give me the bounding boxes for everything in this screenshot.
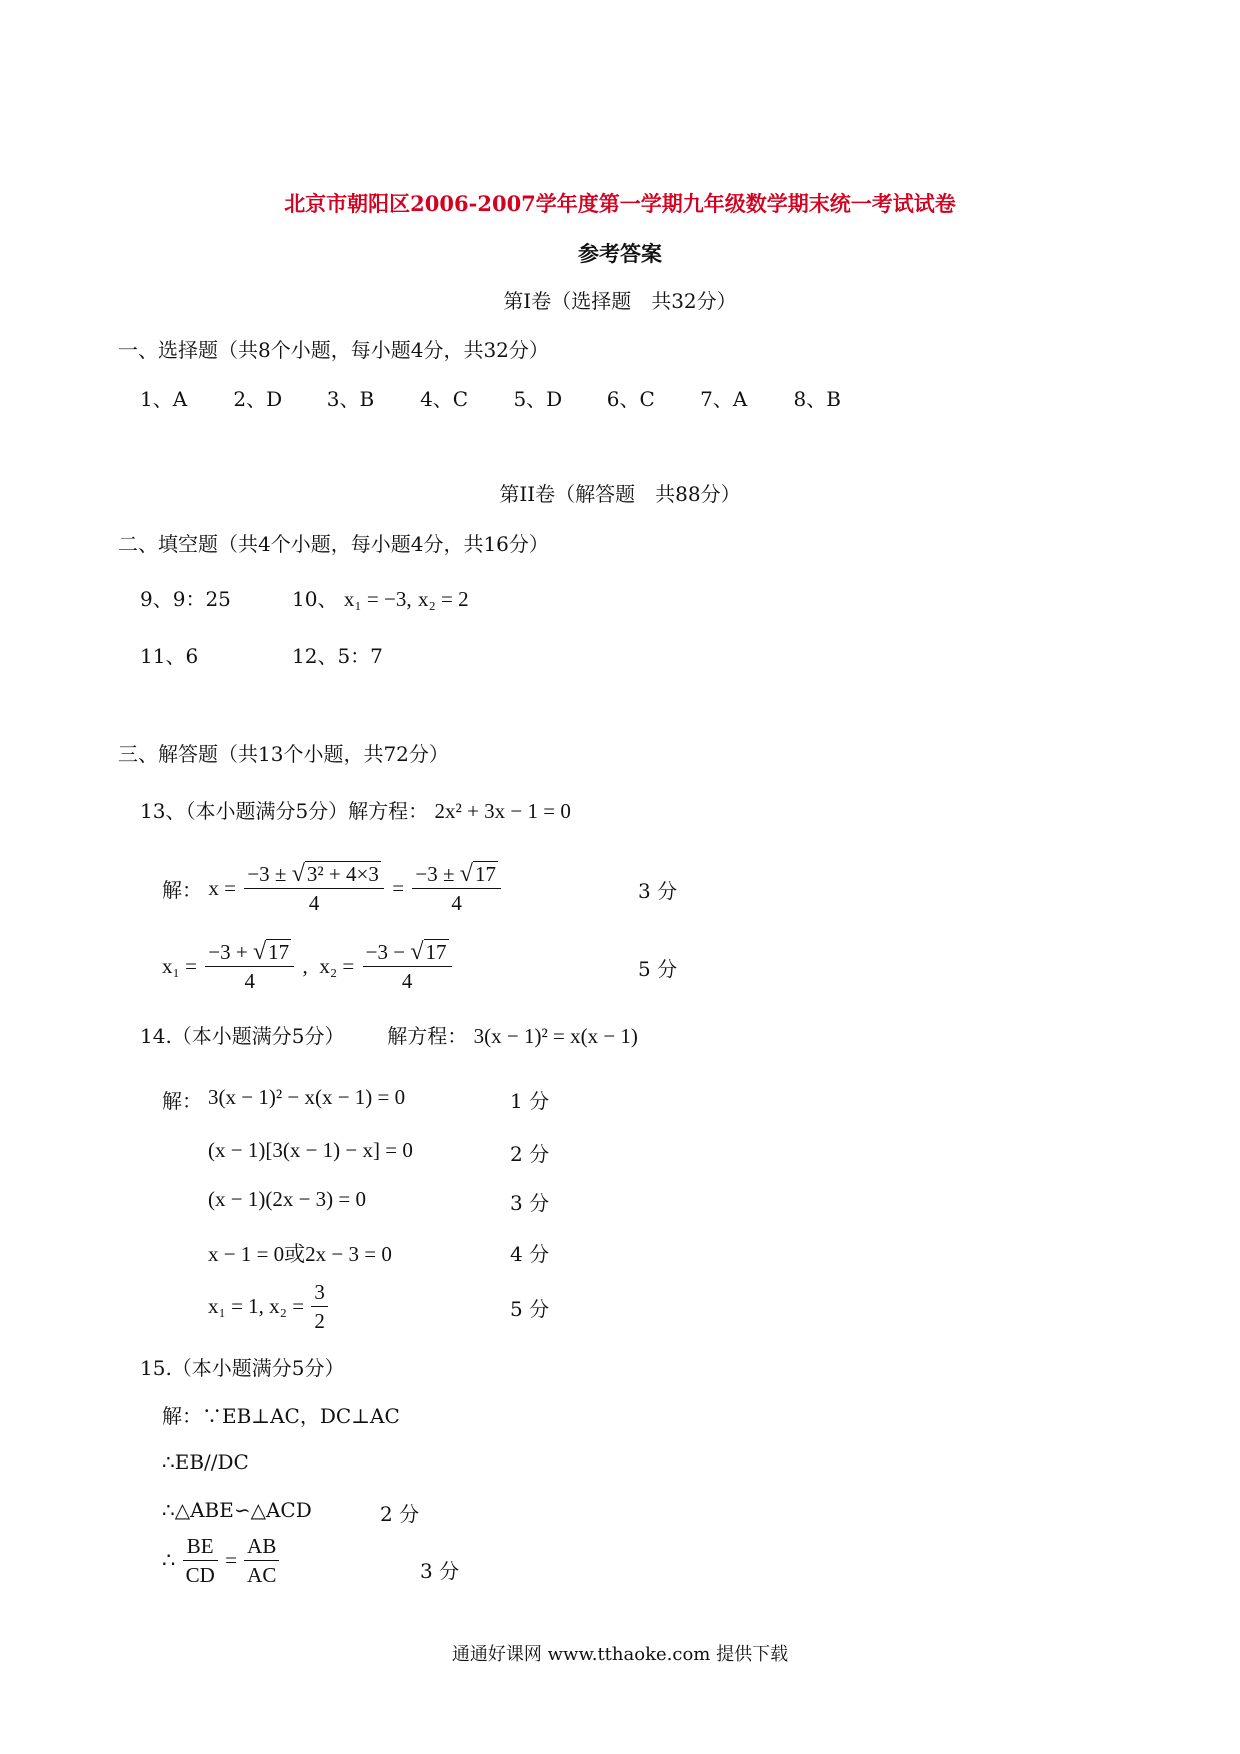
answer-2: 2、D bbox=[233, 387, 283, 411]
q14-prompt bbox=[140, 1020, 638, 1049]
document-subtitle: 参考答案 bbox=[578, 241, 662, 266]
q15-frac2-num: AB bbox=[244, 1532, 279, 1561]
q13-solve-label: 解： bbox=[162, 878, 202, 902]
q13-num2: −3 ± bbox=[415, 862, 455, 886]
q13-x2-rad: 17 bbox=[425, 940, 447, 964]
q13-x1-den: 4 bbox=[244, 969, 255, 993]
q14-step-2: (x − 1)[3(x − 1) − x] = 0 bbox=[208, 1138, 413, 1162]
q15-line-2: ∴EB//DC bbox=[162, 1450, 249, 1474]
q14-step-5 bbox=[208, 1278, 330, 1335]
q13-simplified-fraction bbox=[412, 860, 501, 917]
q13-x2-lhs: x₂ = bbox=[319, 954, 355, 978]
q13-den2: 4 bbox=[451, 891, 462, 915]
q13-score-2: 5 分 bbox=[638, 957, 678, 981]
fill-answer-10 bbox=[292, 583, 469, 612]
q13-score-1: 3 分 bbox=[638, 879, 678, 903]
answer-6: 6、C bbox=[606, 387, 655, 411]
q15-ratio bbox=[162, 1532, 281, 1589]
q14-step-4: x − 1 = 0或2x − 3 = 0 bbox=[208, 1242, 392, 1266]
q15-score-3: 2 分 bbox=[380, 1502, 420, 1526]
q14-step-1: 3(x − 1)² − x(x − 1) = 0 bbox=[208, 1085, 406, 1109]
q13-x1-rad: 17 bbox=[268, 940, 290, 964]
sqrt-icon: √17 bbox=[410, 939, 447, 965]
q14-score-3: 3 分 bbox=[510, 1191, 550, 1215]
q13-x2-fraction bbox=[363, 938, 452, 995]
q15-prompt: 15.（本小题满分5分） bbox=[140, 1356, 345, 1380]
fill-answer-12: 12、5：7 bbox=[292, 644, 383, 668]
answer-3: 3、B bbox=[326, 387, 375, 411]
choice-answers-row bbox=[140, 383, 854, 412]
q13-formula-fraction bbox=[244, 860, 384, 917]
answer-4: 4、C bbox=[420, 387, 469, 411]
answer-8: 8、B bbox=[793, 387, 841, 411]
q14-prompt-text: 解方程： bbox=[387, 1024, 468, 1048]
q15-line-3: ∴△ABE∽△ACD bbox=[162, 1498, 312, 1522]
q14-score-5: 5 分 bbox=[510, 1297, 550, 1321]
choice-section-heading: 一、选择题（共8个小题，每小题4分，共32分） bbox=[118, 338, 549, 362]
q13-radicand2: 17 bbox=[474, 862, 496, 886]
q15-frac1-num: BE bbox=[183, 1532, 218, 1561]
document-title: 北京市朝阳区2006-2007学年度第一学期九年级数学期末统一考试试卷 bbox=[284, 191, 956, 216]
q13-x2-den: 4 bbox=[401, 969, 413, 993]
solve-section-heading: 三、解答题（共13个小题，共72分） bbox=[118, 742, 449, 766]
q13-x2-num: −3 − bbox=[365, 940, 406, 964]
sqrt-icon: √17 bbox=[252, 939, 290, 965]
q14-step-3: (x − 1)(2x − 3) = 0 bbox=[208, 1187, 367, 1211]
q10-label: 10、 bbox=[292, 587, 338, 611]
answer-5: 5、D bbox=[513, 387, 563, 411]
q15-score-4: 3 分 bbox=[420, 1559, 460, 1583]
q13-num1: −3 ± bbox=[247, 862, 287, 886]
sqrt-icon: √17 bbox=[459, 861, 496, 887]
fill-section-heading: 二、填空题（共4个小题，每小题4分，共16分） bbox=[118, 532, 549, 556]
answer-7: 7、A bbox=[700, 387, 748, 411]
q14-equation: 3(x − 1)² = x(x − 1) bbox=[473, 1024, 638, 1048]
q13-step1: 解： x = $\frac{\text{−3 ± √3² + 4×3}}{4}$ = $\frac{-3 \pm √17}{4}$ bbox=[162, 860, 503, 917]
q14-roots-text: x₁ = 1, x₂ = bbox=[208, 1294, 305, 1318]
q10-x1: x₁ = −3, bbox=[343, 587, 412, 611]
q15-frac1-den: CD bbox=[185, 1563, 215, 1587]
q13-den1: 4 bbox=[308, 891, 320, 915]
q15-equals: = bbox=[225, 1548, 237, 1572]
q14-frac-num: 3 bbox=[311, 1278, 328, 1307]
q13-x1-lhs: x₁ = bbox=[162, 954, 197, 978]
q13-x1-num: −3 + bbox=[208, 940, 248, 964]
q14-prompt-label: 14.（本小题满分5分） bbox=[140, 1024, 345, 1048]
fill-answer-11: 11、6 bbox=[140, 644, 199, 668]
q14-score-2: 2 分 bbox=[510, 1142, 550, 1166]
q14-score-1: 1 分 bbox=[510, 1089, 550, 1113]
q14-root-fraction bbox=[311, 1278, 328, 1335]
q13-prompt bbox=[140, 795, 571, 824]
q15-fraction-ab-ac bbox=[244, 1532, 279, 1589]
part1-heading: 第Ⅰ卷（选择题 共32分） bbox=[503, 289, 737, 313]
q15-fraction-be-cd bbox=[183, 1532, 218, 1589]
q14-score-4: 4 分 bbox=[510, 1242, 550, 1266]
q13-radicand1: 3² + 4×3 bbox=[306, 862, 379, 886]
q14-solve-label: 解： bbox=[162, 1089, 202, 1113]
therefore-icon: ∴ bbox=[162, 1548, 176, 1572]
q15-frac2-den: AC bbox=[247, 1563, 277, 1587]
q13-prompt-label: 13、（本小题满分5分）解方程： bbox=[140, 799, 429, 823]
answer-1: 1、A bbox=[140, 387, 188, 411]
q10-x2: x₂ = 2 bbox=[417, 587, 469, 611]
sqrt-icon: √3² + 4×3 bbox=[291, 861, 379, 887]
q13-x1-fraction bbox=[205, 938, 294, 995]
q13-equation: 2x² + 3x − 1 = 0 bbox=[434, 799, 571, 823]
q13-roots: x₁ = $\frac{-3 + √17}{4}$ , x₂ = $\frac{-3 - √17}{4}$ bbox=[162, 938, 454, 995]
page-footer: 通通好课网 www.tthaoke.com 提供下载 bbox=[451, 1644, 789, 1665]
fill-answer-9: 9、9：25 bbox=[140, 587, 231, 611]
q15-line-1: 解：∵EB⊥AC，DC⊥AC bbox=[162, 1404, 400, 1428]
part2-heading: 第II卷（解答题 共88分） bbox=[499, 482, 741, 506]
q13-x-lhs: x = bbox=[208, 876, 236, 900]
q14-frac-den: 2 bbox=[314, 1309, 325, 1333]
